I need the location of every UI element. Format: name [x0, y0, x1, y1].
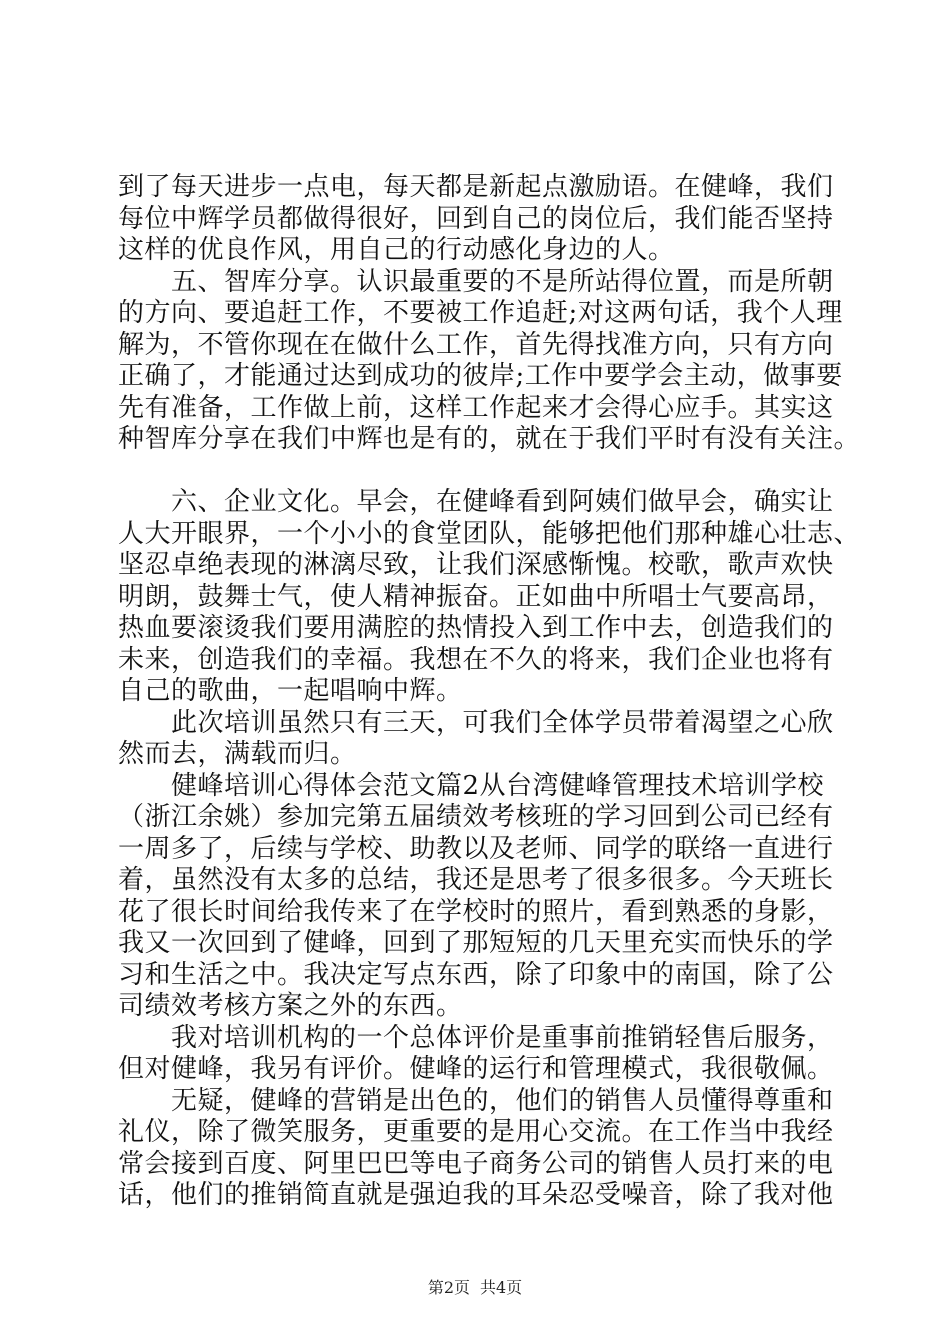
- text-line: 司绩效考核方案之外的东西。: [118, 991, 463, 1021]
- text-line: 未来，创造我们的幸福。我想在不久的将来，我们企业也将有: [118, 644, 834, 675]
- text-line: 六、企业文化。早会，在健峰看到阿姨们做早会，确实让: [118, 487, 834, 517]
- text-line: 明朗，鼓舞士气，使人精神振奋。正如曲中所唱士气要高昂，: [118, 581, 834, 612]
- text-line: 正确了，才能通过达到成功的彼岸;工作中要学会主动，做事要: [118, 361, 843, 391]
- text-line: 先有准备，工作做上前，这样工作起来才会得心应手。其实这: [118, 392, 834, 423]
- text-line: 然而去，满载而归。: [118, 739, 357, 769]
- text-line: 我对培训机构的一个总体评价是重事前推销轻售后服务，: [118, 1022, 834, 1053]
- text-line: 热血要滚烫我们要用满腔的热情投入到工作中去，创造我们的: [118, 613, 834, 643]
- text-line: 种智库分享在我们中辉也是有的，就在于我们平时有没有关注。: [118, 424, 861, 454]
- body-text: [118, 172, 861, 1212]
- text-line: 着，虽然没有太多的总结，我还是思考了很多很多。今天班长: [118, 865, 834, 895]
- text-line: 到了每天进步一点电，每天都是新起点激励语。在健峰，我们: [118, 172, 834, 202]
- text-line: 这样的优良作风，用自己的行动感化身边的人。: [118, 235, 675, 265]
- text-line: 五、智库分享。认识最重要的不是所站得位置，而是所朝: [118, 266, 834, 297]
- text-line: 坚忍卓绝表现的淋漓尽致，让我们深感惭愧。校歌，歌声欢快: [118, 550, 834, 580]
- paragraph-gap: [118, 456, 834, 488]
- text-line: 花了很长时间给我传来了在学校时的照片，看到熟悉的身影，: [118, 896, 834, 927]
- page-total: 共4页: [480, 1278, 523, 1297]
- text-line: 但对健峰，我另有评价。健峰的运行和管理模式，我很敬佩。: [118, 1054, 834, 1084]
- text-line: 此次培训虽然只有三天，可我们全体学员带着渴望之心欣: [118, 707, 834, 738]
- page-number: 第2页: [427, 1278, 470, 1297]
- text-line: 礼仪，除了微笑服务，更重要的是用心交流。在工作当中我经: [118, 1117, 834, 1147]
- text-line: 我又一次回到了健峰，回到了那短短的几天里充实而快乐的学: [118, 928, 834, 958]
- text-line: 人大开眼界，一个小小的食堂团队，能够把他们那种雄心壮志、: [118, 518, 861, 549]
- text-line: 自己的歌曲，一起唱响中辉。: [118, 676, 463, 706]
- page-footer: [0, 1278, 950, 1298]
- text-line: 无疑，健峰的营销是出色的，他们的销售人员懂得尊重和: [118, 1085, 834, 1116]
- text-line: 一周多了，后续与学校、助教以及老师、同学的联络一直进行: [118, 833, 834, 864]
- text-line: 健峰培训心得体会范文篇2从台湾健峰管理技术培训学校: [118, 770, 825, 801]
- text-line: 常会接到百度、阿里巴巴等电子商务公司的销售人员打来的电: [118, 1148, 834, 1179]
- text-line: 解为，不管你现在在做什么工作，首先得找准方向，只有方向: [118, 329, 834, 360]
- text-line: 话，他们的推销简直就是强迫我的耳朵忍受噪音，除了我对他: [118, 1180, 834, 1210]
- text-line: 的方向、要追赶工作，不要被工作追赶;对这两句话，我个人理: [118, 298, 843, 328]
- text-line: 习和生活之中。我决定写点东西，除了印象中的南国，除了公: [118, 959, 834, 990]
- text-line: （浙江余姚）参加完第五届绩效考核班的学习回到公司已经有: [118, 802, 834, 832]
- text-line: 每位中辉学员都做得很好，回到自己的岗位后，我们能否坚持: [118, 203, 834, 234]
